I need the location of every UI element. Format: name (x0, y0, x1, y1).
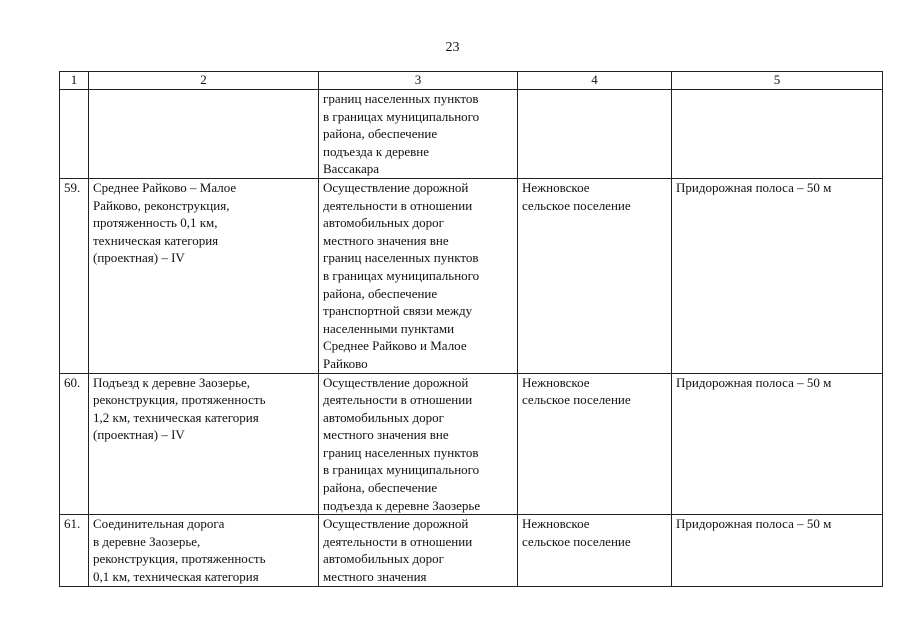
cell-text-line: деятельности в отношении (323, 533, 473, 549)
cell-text-line: Придорожная полоса – 50 м (676, 516, 832, 532)
cell-text-line: техническая категория (93, 232, 219, 248)
cell-text-line: Райково (323, 355, 368, 371)
location-cell (518, 515, 672, 586)
cell-text-line: Придорожная полоса – 50 м (676, 179, 832, 195)
cell-text-line: подъезда к деревне (323, 143, 429, 159)
cell-text-line: населенными пунктами (323, 320, 455, 336)
cell-text-line: Придорожная полоса – 50 м (676, 374, 832, 390)
cell-text-line: района, обеспечение (323, 126, 438, 142)
cell-text-line: реконструкция, протяженность (93, 551, 266, 567)
table-row (60, 515, 883, 586)
table-body (60, 90, 883, 587)
purpose-cell (319, 515, 518, 586)
purpose-cell (319, 178, 518, 373)
cell-text-line: в границах муниципального (323, 462, 480, 478)
road-description-cell (89, 373, 319, 515)
road-description-cell (89, 515, 319, 586)
cell-text-line: границ населенных пунктов (323, 444, 479, 460)
cell-text-line: Вассакара (323, 161, 380, 177)
table-row (60, 178, 883, 373)
cell-text-line: Райково, реконструкция, (93, 197, 230, 213)
cell-text-line: в границах муниципального (323, 108, 480, 124)
zone-cell (672, 90, 883, 179)
cell-text-line: 1,2 км, техническая категория (93, 409, 259, 425)
purpose-cell (319, 373, 518, 515)
cell-text-line: Осуществление дорожной (323, 516, 469, 532)
cell-text-line: 0,1 км, техническая категория (93, 569, 259, 585)
cell-text-line: Нежновское (522, 179, 590, 195)
cell-text-line: (проектная) – IV (93, 427, 185, 443)
cell-text-line: района, обеспечение (323, 480, 438, 496)
road-description-cell (89, 90, 319, 179)
cell-text-line: Среднее Райково – Малое (93, 179, 237, 195)
header-col-5: 5 (672, 72, 883, 90)
cell-text-line: (проектная) – IV (93, 250, 185, 266)
header-col-2: 2 (89, 72, 319, 90)
cell-text-line: Нежновское (522, 374, 590, 390)
cell-text-line: в границах муниципального (323, 267, 480, 283)
table-row (60, 373, 883, 515)
cell-text-line: Осуществление дорожной (323, 374, 469, 390)
location-cell (518, 178, 672, 373)
zone-cell (672, 515, 883, 586)
row-number-cell: 61. (60, 515, 89, 586)
cell-text-line: деятельности в отношении (323, 392, 473, 408)
purpose-cell (319, 90, 518, 179)
table-row (60, 90, 883, 179)
row-number-cell: 60. (60, 373, 89, 515)
cell-text-line: сельское поселение (522, 392, 631, 408)
cell-text-line: автомобильных дорог (323, 409, 444, 425)
location-cell (518, 373, 672, 515)
table-header-row (60, 72, 883, 90)
cell-text-line: Подъезд к деревне Заозерье, (93, 374, 251, 390)
zone-cell (672, 178, 883, 373)
cell-text-line: транспортной связи между (323, 303, 473, 319)
header-col-1: 1 (60, 72, 89, 90)
document-table (59, 71, 883, 587)
row-number-cell (60, 90, 89, 179)
cell-text-line: района, обеспечение (323, 285, 438, 301)
page-number: 23 (445, 40, 460, 55)
cell-text-line: в деревне Заозерье, (93, 533, 201, 549)
cell-text-line: реконструкция, протяженность (93, 392, 266, 408)
cell-text-line: подъезда к деревне Заозерье (323, 497, 481, 513)
cell-text-line: Нежновское (522, 516, 590, 532)
cell-text-line: местного значения вне (323, 427, 449, 443)
location-cell (518, 90, 672, 179)
cell-text-line: деятельности в отношении (323, 197, 473, 213)
cell-text-line: Осуществление дорожной (323, 179, 469, 195)
cell-text-line: сельское поселение (522, 197, 631, 213)
zone-cell (672, 373, 883, 515)
cell-text-line: местного значения вне (323, 232, 449, 248)
cell-text-line: Соединительная дорога (93, 516, 225, 532)
cell-text-line: границ населенных пунктов (323, 91, 479, 106)
header-col-3: 3 (319, 72, 518, 90)
header-col-4: 4 (518, 72, 672, 90)
cell-text-line: границ населенных пунктов (323, 250, 479, 266)
cell-text-line: протяженность 0,1 км, (93, 215, 218, 231)
cell-text-line: местного значения (323, 569, 427, 585)
cell-text-line: автомобильных дорог (323, 551, 444, 567)
row-number-cell: 59. (60, 178, 89, 373)
road-description-cell (89, 178, 319, 373)
cell-text-line: автомобильных дорог (323, 215, 444, 231)
cell-text-line: сельское поселение (522, 533, 631, 549)
cell-text-line: Среднее Райково и Малое (323, 338, 467, 354)
